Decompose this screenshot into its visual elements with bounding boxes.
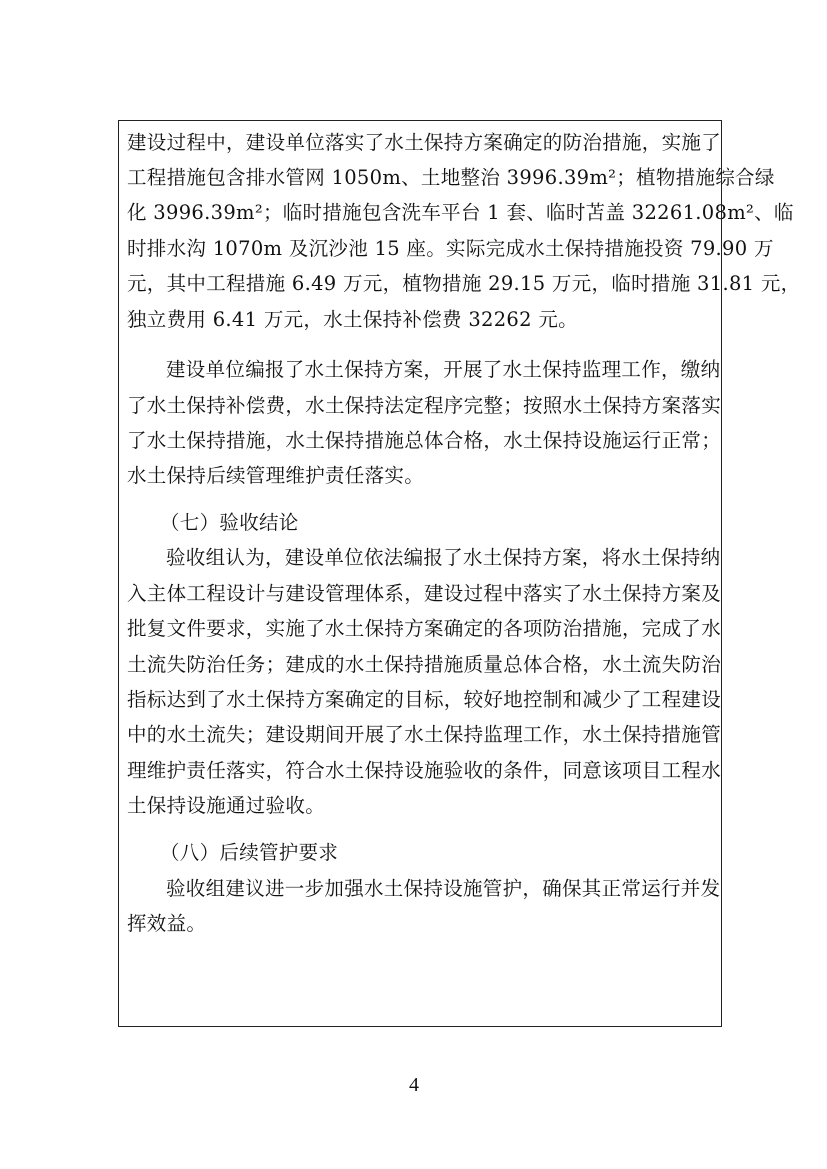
body-text-line: 了水土保持措施，水土保持措施总体合格，水土保持设施运行正常；: [127, 429, 722, 452]
paragraph-first-line: 建设单位编报了水土保持方案，开展了水土保持监理工作，缴纳: [166, 358, 721, 381]
body-text-line: 批复文件要求，实施了水土保持方案确定的各项防治措施，完成了水: [127, 617, 722, 640]
body-text-line: 水土保持后续管理维护责任落实。: [127, 464, 425, 487]
paragraph-first-line: 验收组认为，建设单位依法编报了水土保持方案，将水土保持纳: [166, 546, 721, 569]
body-text-line: 独立费用 6.41 万元，水土保持补偿费 32262 元。: [127, 308, 578, 331]
body-text-line: 元，其中工程措施 6.49 万元，植物措施 29.15 万元，临时措施 31.81 元，: [127, 272, 801, 295]
paragraph-first-line: 验收组建议进一步加强水土保持设施管护，确保其正常运行并发: [166, 877, 721, 900]
body-text-line: 土流失防治任务；建成的水土保持措施质量总体合格，水土流失防治: [127, 653, 722, 676]
body-text-line: 了水土保持补偿费，水土保持法定程序完整；按照水土保持方案落实: [127, 394, 722, 417]
body-text-line: 理维护责任落实，符合水土保持设施验收的条件，同意该项目工程水: [127, 759, 722, 782]
body-text-line: 土保持设施通过验收。: [127, 794, 326, 817]
body-text-line: 中的水土流失；建设期间开展了水土保持监理工作，水土保持措施管: [127, 723, 722, 746]
body-text-line: 时排水沟 1070m 及沉沙池 15 座。实际完成水土保持措施投资 79.90 万: [127, 237, 774, 260]
body-text-line: 建设过程中，建设单位落实了水土保持方案确定的防治措施，实施了: [127, 131, 722, 154]
body-text-line: 挥效益。: [127, 912, 207, 935]
page-number: 4: [409, 1074, 419, 1096]
body-text-line: 化 3996.39m²；临时措施包含洗车平台 1 套、临时苫盖 32261.08m²、临: [127, 201, 794, 224]
section-heading-acceptance-conclusion: （七）验收结论: [160, 511, 299, 534]
body-text-line: 工程措施包含排水管网 1050m、土地整治 3996.39m²；植物措施综合绿: [127, 166, 775, 189]
body-text-line: 指标达到了水土保持方案确定的目标，较好地控制和减少了工程建设: [127, 688, 722, 711]
section-heading-follow-up-maintenance: （八）后续管护要求: [160, 841, 339, 864]
body-text-line: 入主体工程设计与建设管理体系，建设过程中落实了水土保持方案及: [127, 582, 722, 605]
